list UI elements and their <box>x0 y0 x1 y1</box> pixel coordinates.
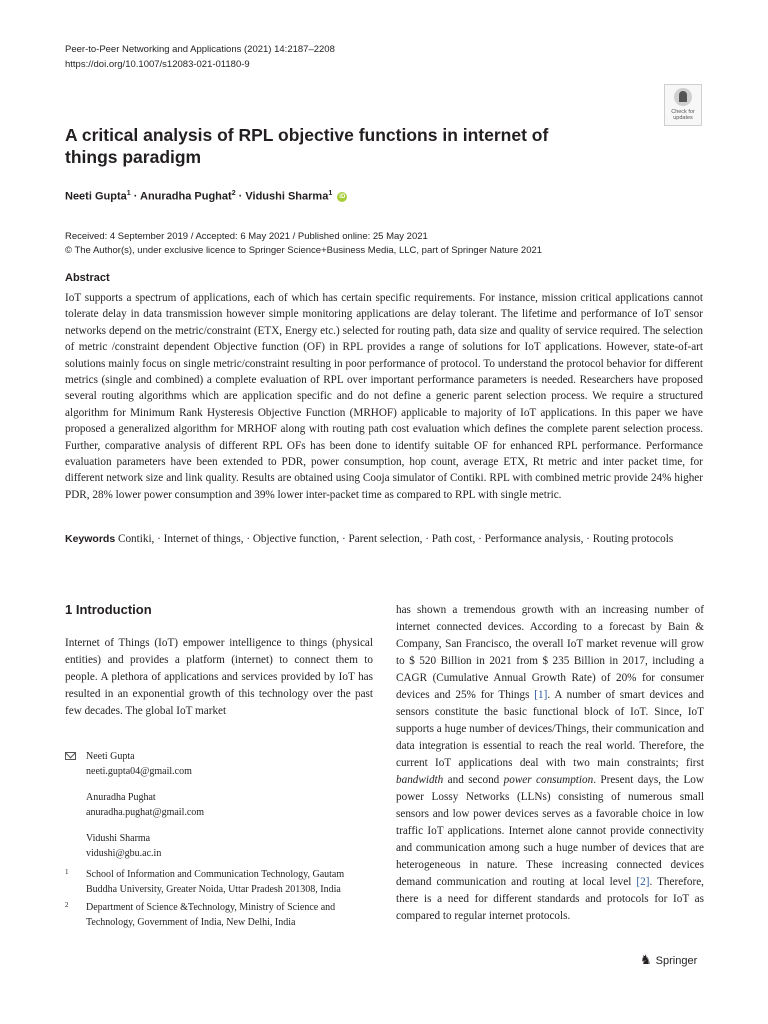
emphasis-power-consumption: power consumption <box>503 774 594 786</box>
keywords-label: Keywords <box>65 533 116 545</box>
dates-line: Received: 4 September 2019 / Accepted: 6 May 2021 / Published online: 25 May 2021 <box>65 231 428 242</box>
author-affil-ref: 1 <box>328 190 333 197</box>
publication-history <box>65 230 542 258</box>
journal-header <box>65 42 335 72</box>
paper-title: A critical analysis of RPL objective functions in internet of things paradigm <box>65 125 549 167</box>
abstract-text: IoT supports a spectrum of applications, each of which has certain specific requirements. For instance, mission critical applications cannot tolerate delay in data transmission however simple monitoring applications are delay tolerant. The lifetime and performance of IoT sensor networks depend on the metric/constraint (ETX, Energy etc.) selected for routing path, data size and quality of service required. The selection of metric /constraint dependent Objective function (OF) in RPL provides a range of solutions for IoT applications. However, state-of-art solutions mainly focus on single metric/constraint resulting in poor performance of protocol. To understand the protocol behavior for different metrics (single and combined) a complete evaluation of RPL over important performance parameters is needed. Researchers have proposed several routing algorithms which are application specific and do not define a generic parent selection process. We require a structured algorithm for Minimum Rank Hysteresis Objective Function (MRHOF) applicable to majority of IoT applications. In this paper we have proposed a generalized algorithm for MRHOF along with routing path cost evaluation which defines the complete parent selection process. Further, comparative analysis of different RPL OFs has been done to identify suitable OF for enhanced RPL performance. Performance evaluation parameters have been extended to PDR, power consumption, hop count, average ETX, Rt metric and inter packet time, for different network size and link quality. Results are obtained using Cooja simulator of Contiki. RPL with combined metric provide 24% higher PDR, 28% lower power consumption and 39% lower inter-packet time as compared to RPL with single metric. <box>65 292 703 501</box>
intro-text-left: Internet of Things (IoT) empower intelligence to things (physical entities) and provides a platform (internet) to connect them to people. A plethora of applications and services provided by IoT has resulted in an exponential growth of this technology over the past few decades. The global IoT market <box>65 637 373 717</box>
author-affil-ref: 2 <box>231 190 236 197</box>
contact-entry <box>86 749 204 779</box>
journal-citation: Peer-to-Peer Networking and Applications (2021) 14:2187–2208 <box>65 44 335 55</box>
contact-email[interactable]: neeti.gupta04@gmail.com <box>86 766 192 777</box>
badge-label-line1: Check for <box>671 109 695 115</box>
contact-name: Vidushi Sharma <box>86 833 151 844</box>
citation-link[interactable]: [1] <box>534 689 548 701</box>
keywords-list: Contiki, · Internet of things, · Objective function, · Parent selection, · Path cost, · Performance analysis, · Routing protocols <box>117 533 674 545</box>
emphasis-bandwidth: bandwidth <box>396 774 444 786</box>
copyright-line: © The Author(s), under exclusive licence to Springer Science+Business Media, LLC, part of Springer Nature 2021 <box>65 245 543 256</box>
affiliation-number: 1 <box>65 868 69 876</box>
springer-horse-icon: ♞ <box>640 952 652 967</box>
section-heading: 1 Introduction <box>65 602 152 617</box>
intro-text-right: has shown a tremendous growth with an increasing number of internet connected devices. According to a forecast by Bain & Company, San Francisco, the overall IoT market revenue will grow to $ 520 Billion in 2021 from $ 235 Billion in 2017, including a CAGR (Cumulative Annual Growth Rate) of 20% for consumer devices and 25% for Things [1]. A number of smart devices and sensors constitute the basic functional block of IoT. Since, IoT supports a huge number of devices/Things, their communication and data integration is essential to reach the real world. Therefore, the current IoT applications deal with two main constraints; first bandwidth and second power consumption. Present days, the Low power Lossy Networks (LLNs) consisting of numerous small sensors and low power devices serves as a favorable choice in low traffic IoT applications. Internet alone cannot provide connectivity and communication among such a huge number of devices that are heterogeneous in nature. These increasing connected devices demand communication and routing at local level [2]. Therefore, there is a need for different standards and protocols for IoT as compared to regular internet protocols. <box>396 604 704 922</box>
contact-email[interactable]: anuradha.pughat@gmail.com <box>86 807 205 818</box>
author-name[interactable]: Neeti Gupta <box>65 190 127 203</box>
author-name[interactable]: Vidushi Sharma <box>245 190 329 203</box>
contact-name: Anuradha Pughat <box>86 792 156 803</box>
keywords <box>65 531 705 547</box>
affiliation-number: 2 <box>65 901 69 909</box>
author-affil-ref: 1 <box>126 190 131 197</box>
corresponding-authors <box>65 749 205 872</box>
contact-entry <box>86 831 204 861</box>
publisher-name: Springer <box>655 955 698 967</box>
abstract-heading: Abstract <box>65 272 110 284</box>
contact-name: Neeti Gupta <box>86 751 135 762</box>
check-for-updates-icon <box>674 88 692 106</box>
doi-link[interactable]: https://doi.org/10.1007/s12083-021-01180-9 <box>65 59 250 70</box>
author-list: Neeti Gupta$^1$ · Anuradha Pughat$^2$ · Vidushi Sharma$^1$ iD <box>65 190 346 203</box>
contact-entry <box>86 790 204 820</box>
check-for-updates-badge[interactable] <box>664 84 702 126</box>
citation-link[interactable]: [2] <box>636 876 650 888</box>
affiliation-text: School of Information and Communication Technology, Gautam Buddha University, Greater Noida, Uttar Pradesh 201308, India <box>86 869 345 895</box>
orcid-icon[interactable]: iD <box>339 193 346 200</box>
author-name[interactable]: Anuradha Pughat <box>140 190 232 203</box>
envelope-icon <box>65 752 76 760</box>
affiliation-text: Department of Science &Technology, Ministry of Science and Technology, Government of India, New Delhi, India <box>86 902 336 928</box>
contact-email[interactable]: vidushi@gbu.ac.in <box>86 848 162 859</box>
badge-label-line2: updates <box>673 115 693 121</box>
publisher-logo <box>640 952 697 968</box>
